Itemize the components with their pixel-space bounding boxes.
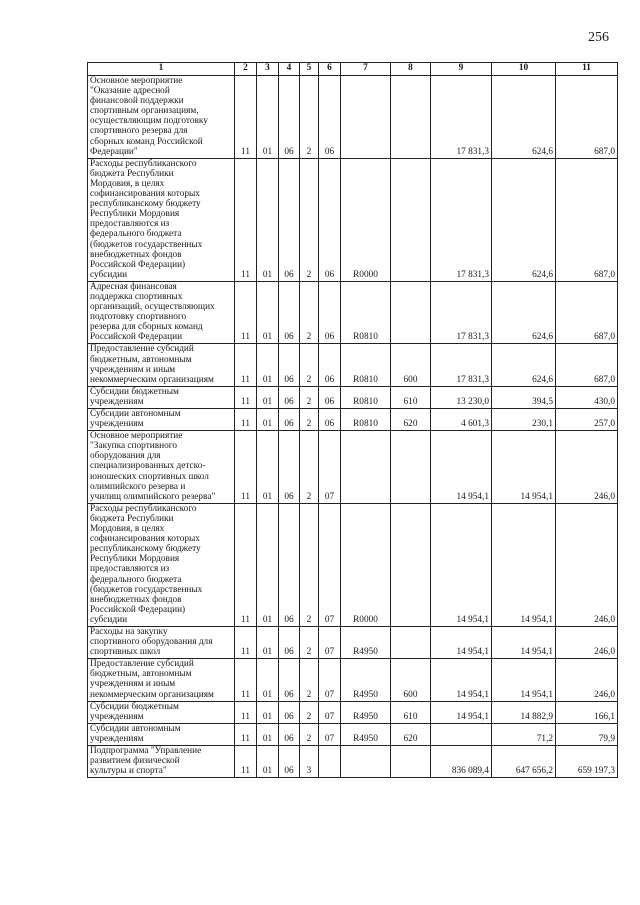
- row-name-line: предоставляются из: [90, 219, 170, 230]
- row-name-line: Адресная финансовая: [90, 281, 177, 292]
- table-row: [88, 626, 618, 658]
- amount-year1-cell: 14 954,1: [431, 431, 492, 504]
- row-name-line: "Оказание адресной: [90, 86, 170, 97]
- expense-type-cell: [391, 431, 431, 504]
- amount-year1-cell: 17 831,3: [431, 76, 492, 159]
- row-name-line: спортивного резерва для: [90, 126, 188, 137]
- row-name-line: бюджетным, автономным: [90, 669, 192, 680]
- row-name-line: (бюджетов государственных: [90, 239, 203, 250]
- row-name-line: специализированных детско-: [90, 461, 206, 472]
- row-name-line: подготовку спортивного: [90, 312, 187, 323]
- ministry-code-cell: 11: [235, 386, 257, 408]
- subprogram-code-cell: 2: [300, 723, 319, 745]
- column-header: 3: [257, 63, 279, 76]
- subprogram-code-cell: 2: [300, 659, 319, 701]
- subsection-code-cell: 06: [279, 158, 300, 281]
- row-name-line: некоммерческим организациям: [90, 689, 214, 700]
- amount-year2-cell: 624,6: [492, 281, 556, 344]
- ministry-code-cell: 11: [235, 701, 257, 723]
- event-code-cell: 07: [319, 723, 341, 745]
- column-header: 4: [279, 63, 300, 76]
- amount-year3-cell: 659 197,3: [556, 746, 618, 778]
- section-code-cell: 01: [257, 281, 279, 344]
- column-header: 2: [235, 63, 257, 76]
- event-code-cell: 06: [319, 76, 341, 159]
- section-code-cell: 01: [257, 723, 279, 745]
- row-name-line: Основное мероприятие: [90, 76, 183, 86]
- target-article-cell: R4950: [341, 659, 391, 701]
- amount-year1-cell: [431, 723, 492, 745]
- column-header: 7: [341, 63, 391, 76]
- row-name-line: финансовой поддержки: [90, 96, 184, 107]
- row-name-line: Предоставление субсидий: [90, 659, 194, 670]
- table-row: [88, 659, 618, 701]
- row-name-line: учреждениям и иным: [90, 679, 176, 690]
- subsection-code-cell: 06: [279, 386, 300, 408]
- row-name-line: Основное мероприятие: [90, 431, 183, 442]
- subprogram-code-cell: 2: [300, 158, 319, 281]
- subprogram-code-cell: 2: [300, 431, 319, 504]
- row-name-line: Предоставление субсидий: [90, 344, 194, 355]
- row-name-cell: [88, 659, 235, 701]
- row-name-line: Расходы на закупку: [90, 626, 168, 637]
- row-name-line: софинансирования которых: [90, 189, 200, 200]
- event-code-cell: 06: [319, 281, 341, 344]
- row-name-cell: [88, 158, 235, 281]
- row-name-line: субсидии: [90, 269, 128, 280]
- amount-year1-cell: 17 831,3: [431, 281, 492, 344]
- row-name-line: оборудования для: [90, 451, 161, 462]
- row-name-line: бюджетным, автономным: [90, 354, 192, 365]
- table-row: [88, 386, 618, 408]
- row-name-line: республиканскому бюджету: [90, 199, 201, 210]
- row-name-line: поддержка спортивных: [90, 291, 183, 302]
- row-name-cell: [88, 76, 235, 159]
- row-name-line: (бюджетов государственных: [90, 584, 203, 595]
- row-name-line: внебюджетных фондов: [90, 249, 182, 260]
- section-code-cell: 01: [257, 76, 279, 159]
- row-name-line: Расходы республиканского: [90, 503, 197, 514]
- subsection-code-cell: 06: [279, 503, 300, 626]
- page-number: 256: [588, 30, 609, 45]
- table-row: [88, 281, 618, 344]
- amount-year3-cell: 687,0: [556, 76, 618, 159]
- row-name-line: некоммерческим организациям: [90, 374, 214, 385]
- amount-year1-cell: 17 831,3: [431, 344, 492, 386]
- amount-year2-cell: 14 954,1: [492, 431, 556, 504]
- amount-year3-cell: 246,0: [556, 626, 618, 658]
- subprogram-code-cell: 2: [300, 344, 319, 386]
- subprogram-code-cell: 2: [300, 76, 319, 159]
- table-row: [88, 158, 618, 281]
- event-code-cell: 07: [319, 659, 341, 701]
- amount-year1-cell: 13 230,0: [431, 386, 492, 408]
- row-name-line: Субсидии бюджетным: [90, 386, 179, 397]
- amount-year2-cell: 394,5: [492, 386, 556, 408]
- subprogram-code-cell: 2: [300, 626, 319, 658]
- column-header: 8: [391, 63, 431, 76]
- row-name-line: софинансирования которых: [90, 534, 200, 545]
- table-row: [88, 701, 618, 723]
- section-code-cell: 01: [257, 158, 279, 281]
- target-article-cell: [341, 431, 391, 504]
- row-name-cell: [88, 281, 235, 344]
- target-article-cell: R4950: [341, 723, 391, 745]
- target-article-cell: R0810: [341, 409, 391, 431]
- budget-table: [87, 62, 618, 778]
- amount-year3-cell: 246,0: [556, 503, 618, 626]
- row-name-line: "Закупка спортивного: [90, 441, 177, 452]
- event-code-cell: 06: [319, 409, 341, 431]
- event-code-cell: 06: [319, 386, 341, 408]
- row-name-cell: [88, 746, 235, 778]
- section-code-cell: 01: [257, 503, 279, 626]
- table-row: [88, 503, 618, 626]
- row-name-line: резерва для сборных команд: [90, 322, 203, 333]
- amount-year2-cell: 624,6: [492, 76, 556, 159]
- ministry-code-cell: 11: [235, 626, 257, 658]
- row-name-cell: [88, 503, 235, 626]
- expense-type-cell: 620: [391, 409, 431, 431]
- ministry-code-cell: 11: [235, 281, 257, 344]
- event-code-cell: 07: [319, 626, 341, 658]
- event-code-cell: 06: [319, 158, 341, 281]
- row-name-line: организаций, осуществляющих: [90, 302, 215, 313]
- subsection-code-cell: 06: [279, 431, 300, 504]
- expense-type-cell: 620: [391, 723, 431, 745]
- amount-year2-cell: 647 656,2: [492, 746, 556, 778]
- subsection-code-cell: 06: [279, 344, 300, 386]
- row-name-line: осуществляющим подготовку: [90, 116, 208, 127]
- row-name-line: учреждениям: [90, 711, 144, 722]
- column-header: 9: [431, 63, 492, 76]
- expense-type-cell: [391, 503, 431, 626]
- row-name-cell: [88, 344, 235, 386]
- amount-year3-cell: 687,0: [556, 158, 618, 281]
- table-row: [88, 344, 618, 386]
- row-name-line: внебюджетных фондов: [90, 594, 182, 605]
- row-name-line: Российской Федерации: [90, 332, 183, 343]
- amount-year1-cell: 14 954,1: [431, 626, 492, 658]
- ministry-code-cell: 11: [235, 158, 257, 281]
- row-name-cell: [88, 431, 235, 504]
- table-row: [88, 76, 618, 159]
- subsection-code-cell: 06: [279, 701, 300, 723]
- table-row: [88, 723, 618, 745]
- event-code-cell: 07: [319, 701, 341, 723]
- row-name-line: Российской Федерации): [90, 259, 186, 270]
- target-article-cell: [341, 76, 391, 159]
- column-header: 1: [88, 63, 235, 76]
- ministry-code-cell: 11: [235, 431, 257, 504]
- row-name-line: спортивных школ: [90, 647, 161, 658]
- target-article-cell: R0810: [341, 344, 391, 386]
- ministry-code-cell: 11: [235, 746, 257, 778]
- expense-type-cell: 610: [391, 701, 431, 723]
- row-name-line: федерального бюджета: [90, 574, 182, 585]
- amount-year2-cell: 14 954,1: [492, 503, 556, 626]
- amount-year1-cell: 4 601,3: [431, 409, 492, 431]
- amount-year3-cell: 257,0: [556, 409, 618, 431]
- section-code-cell: 01: [257, 386, 279, 408]
- amount-year3-cell: 430,0: [556, 386, 618, 408]
- row-name-line: учреждениям: [90, 733, 144, 744]
- subsection-code-cell: 06: [279, 626, 300, 658]
- column-header: 6: [319, 63, 341, 76]
- section-code-cell: 01: [257, 409, 279, 431]
- amount-year3-cell: 166,1: [556, 701, 618, 723]
- row-name-line: Мордовия, в целях: [90, 178, 165, 189]
- section-code-cell: 01: [257, 344, 279, 386]
- expense-type-cell: [391, 281, 431, 344]
- row-name-line: Республики Мордовия: [90, 554, 180, 565]
- table-row: [88, 746, 618, 778]
- amount-year3-cell: 687,0: [556, 344, 618, 386]
- row-name-cell: [88, 723, 235, 745]
- section-code-cell: 01: [257, 626, 279, 658]
- event-code-cell: 07: [319, 503, 341, 626]
- expense-type-cell: [391, 746, 431, 778]
- section-code-cell: 01: [257, 659, 279, 701]
- row-name-line: республиканскому бюджету: [90, 544, 201, 555]
- amount-year3-cell: 246,0: [556, 659, 618, 701]
- ministry-code-cell: 11: [235, 76, 257, 159]
- table-row: [88, 431, 618, 504]
- subsection-code-cell: 06: [279, 281, 300, 344]
- row-name-line: Субсидии автономным: [90, 723, 181, 734]
- column-header: 10: [492, 63, 556, 76]
- event-code-cell: 07: [319, 431, 341, 504]
- section-code-cell: 01: [257, 746, 279, 778]
- row-name-line: бюджета Республики: [90, 168, 174, 179]
- amount-year1-cell: 17 831,3: [431, 158, 492, 281]
- column-header: 5: [300, 63, 319, 76]
- target-article-cell: R0000: [341, 158, 391, 281]
- subprogram-code-cell: 2: [300, 503, 319, 626]
- subsection-code-cell: 06: [279, 409, 300, 431]
- amount-year2-cell: 624,6: [492, 344, 556, 386]
- subprogram-code-cell: 2: [300, 409, 319, 431]
- row-name-line: Субсидии бюджетным: [90, 701, 179, 712]
- row-name-line: предоставляются из: [90, 564, 170, 575]
- row-name-line: учреждениям: [90, 396, 144, 407]
- amount-year2-cell: 71,2: [492, 723, 556, 745]
- ministry-code-cell: 11: [235, 659, 257, 701]
- row-name-line: учреждениям: [90, 419, 144, 430]
- amount-year2-cell: 14 954,1: [492, 626, 556, 658]
- event-code-cell: 06: [319, 344, 341, 386]
- amount-year1-cell: 836 089,4: [431, 746, 492, 778]
- amount-year3-cell: 246,0: [556, 431, 618, 504]
- row-name-line: Расходы республиканского: [90, 158, 197, 169]
- target-article-cell: [341, 746, 391, 778]
- expense-type-cell: [391, 626, 431, 658]
- subsection-code-cell: 06: [279, 659, 300, 701]
- row-name-cell: [88, 701, 235, 723]
- amount-year1-cell: 14 954,1: [431, 659, 492, 701]
- ministry-code-cell: 11: [235, 503, 257, 626]
- target-article-cell: R0000: [341, 503, 391, 626]
- amount-year2-cell: 14 954,1: [492, 659, 556, 701]
- column-header: 11: [556, 63, 618, 76]
- event-code-cell: [319, 746, 341, 778]
- row-name-cell: [88, 386, 235, 408]
- subsection-code-cell: 06: [279, 746, 300, 778]
- amount-year2-cell: 230,1: [492, 409, 556, 431]
- row-name-line: Республики Мордовия: [90, 209, 180, 220]
- table-header-row: [88, 63, 618, 76]
- row-name-line: Мордовия, в целях: [90, 524, 165, 535]
- row-name-line: сборных команд Российской: [90, 136, 203, 147]
- row-name-line: субсидии: [90, 614, 128, 625]
- row-name-line: Российской Федерации): [90, 604, 186, 615]
- row-name-line: культуры и спорта": [90, 766, 167, 777]
- row-name-line: бюджета Республики: [90, 513, 174, 524]
- expense-type-cell: 600: [391, 659, 431, 701]
- row-name-line: спортивным организациям,: [90, 106, 199, 117]
- row-name-cell: [88, 626, 235, 658]
- ministry-code-cell: 11: [235, 344, 257, 386]
- subsection-code-cell: 06: [279, 76, 300, 159]
- subprogram-code-cell: 2: [300, 386, 319, 408]
- amount-year2-cell: 624,6: [492, 158, 556, 281]
- target-article-cell: R4950: [341, 626, 391, 658]
- expense-type-cell: 600: [391, 344, 431, 386]
- amount-year1-cell: 14 954,1: [431, 701, 492, 723]
- target-article-cell: R0810: [341, 386, 391, 408]
- amount-year3-cell: 79,9: [556, 723, 618, 745]
- row-name-line: учреждениям и иным: [90, 364, 176, 375]
- row-name-line: Субсидии автономным: [90, 409, 181, 419]
- row-name-line: Федерации": [90, 146, 138, 157]
- row-name-cell: [88, 409, 235, 431]
- amount-year1-cell: 14 954,1: [431, 503, 492, 626]
- amount-year3-cell: 687,0: [556, 281, 618, 344]
- table-row: [88, 409, 618, 431]
- subprogram-code-cell: 3: [300, 746, 319, 778]
- target-article-cell: R4950: [341, 701, 391, 723]
- expense-type-cell: 610: [391, 386, 431, 408]
- row-name-line: спортивного оборудования для: [90, 637, 213, 648]
- ministry-code-cell: 11: [235, 723, 257, 745]
- target-article-cell: R0810: [341, 281, 391, 344]
- expense-type-cell: [391, 158, 431, 281]
- section-code-cell: 01: [257, 431, 279, 504]
- subprogram-code-cell: 2: [300, 281, 319, 344]
- row-name-line: федерального бюджета: [90, 229, 182, 240]
- row-name-line: юношеских спортивных школ: [90, 471, 209, 482]
- row-name-line: Подпрограмма "Управление: [90, 746, 202, 756]
- subprogram-code-cell: 2: [300, 701, 319, 723]
- ministry-code-cell: 11: [235, 409, 257, 431]
- row-name-line: развитием физической: [90, 756, 180, 767]
- row-name-line: олимпийского резерва и: [90, 481, 186, 492]
- amount-year2-cell: 14 882,9: [492, 701, 556, 723]
- subsection-code-cell: 06: [279, 723, 300, 745]
- section-code-cell: 01: [257, 701, 279, 723]
- expense-type-cell: [391, 76, 431, 159]
- row-name-line: училищ олимпийского резерва": [90, 491, 216, 502]
